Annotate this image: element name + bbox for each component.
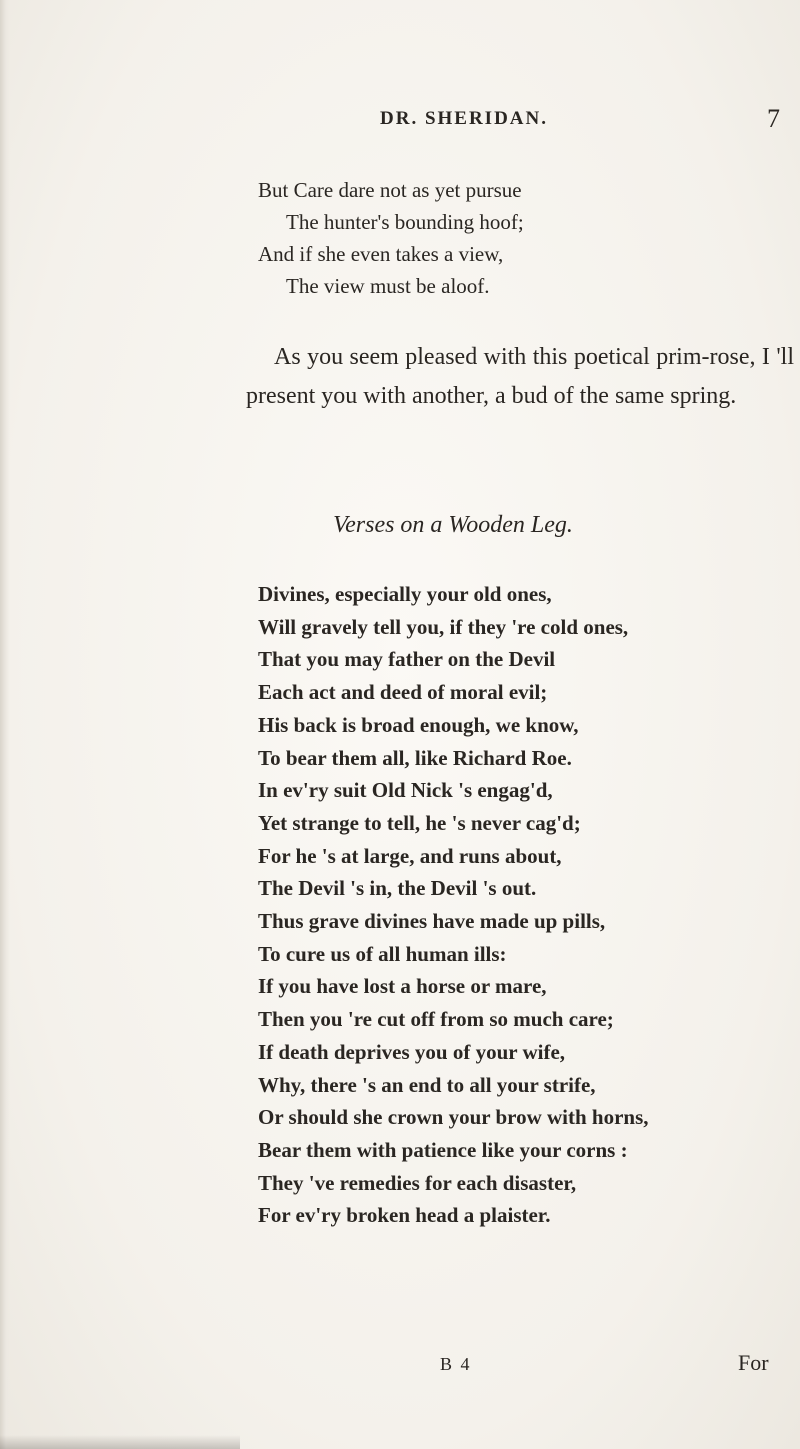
poem-line: For ev'ry broken head a plaister. (258, 1203, 551, 1228)
prose-paragraph: As you seem pleased with this poetical prim-rose, I 'll present you with another, a bud of the same spring. (246, 344, 794, 409)
poem-line: To cure us of all human ills: (258, 941, 507, 966)
poem-line: Or should she crown your brow with horns, (258, 1105, 649, 1130)
poem-line: That you may father on the Devil (258, 647, 556, 672)
poem-line: For he 's at large, and runs about, (258, 843, 562, 868)
signature-mark: B 4 (440, 1354, 472, 1374)
verse-stanza (258, 174, 524, 302)
poem-line: Yet strange to tell, he 's never cag'd; (258, 810, 581, 835)
stanza-line: The hunter's bounding hoof; (286, 210, 524, 234)
poem-title: Verses on a Wooden Leg. (333, 512, 573, 538)
stanza-line: The view must be aloof. (286, 274, 490, 298)
poem-line: The Devil 's in, the Devil 's out. (258, 876, 537, 901)
poem-line: Why, there 's an end to all your strife, (258, 1072, 596, 1097)
page-bottom-shadow (0, 1435, 240, 1449)
running-head: DR. SHERIDAN. (380, 108, 548, 129)
poem-line: In ev'ry suit Old Nick 's engag'd, (258, 778, 553, 803)
poem-line: Thus grave divines have made up pills, (258, 909, 606, 934)
poem-body (258, 578, 649, 1232)
poem-line: His back is broad enough, we know, (258, 712, 579, 737)
poem-line: Each act and deed of moral evil; (258, 680, 548, 705)
stanza-line: But Care dare not as yet pursue (258, 178, 522, 202)
stanza-line: And if she even takes a view, (258, 242, 504, 266)
poem-line: Then you 're cut off from so much care; (258, 1007, 614, 1032)
catchword: For (738, 1350, 769, 1375)
poem-line: Bear them with patience like your corns : (258, 1137, 628, 1162)
poem-line: Will gravely tell you, if they 're cold ones, (258, 614, 629, 639)
poem-line: They 've remedies for each disaster, (258, 1170, 577, 1195)
poem-line: If you have lost a horse or mare, (258, 974, 547, 999)
page-number: 7 (767, 104, 780, 133)
page-binding-edge (0, 0, 10, 1449)
poem-line: To bear them all, like Richard Roe. (258, 745, 572, 770)
poem-line: If death deprives you of your wife, (258, 1039, 566, 1064)
poem-line: Divines, especially your old ones, (258, 582, 552, 606)
